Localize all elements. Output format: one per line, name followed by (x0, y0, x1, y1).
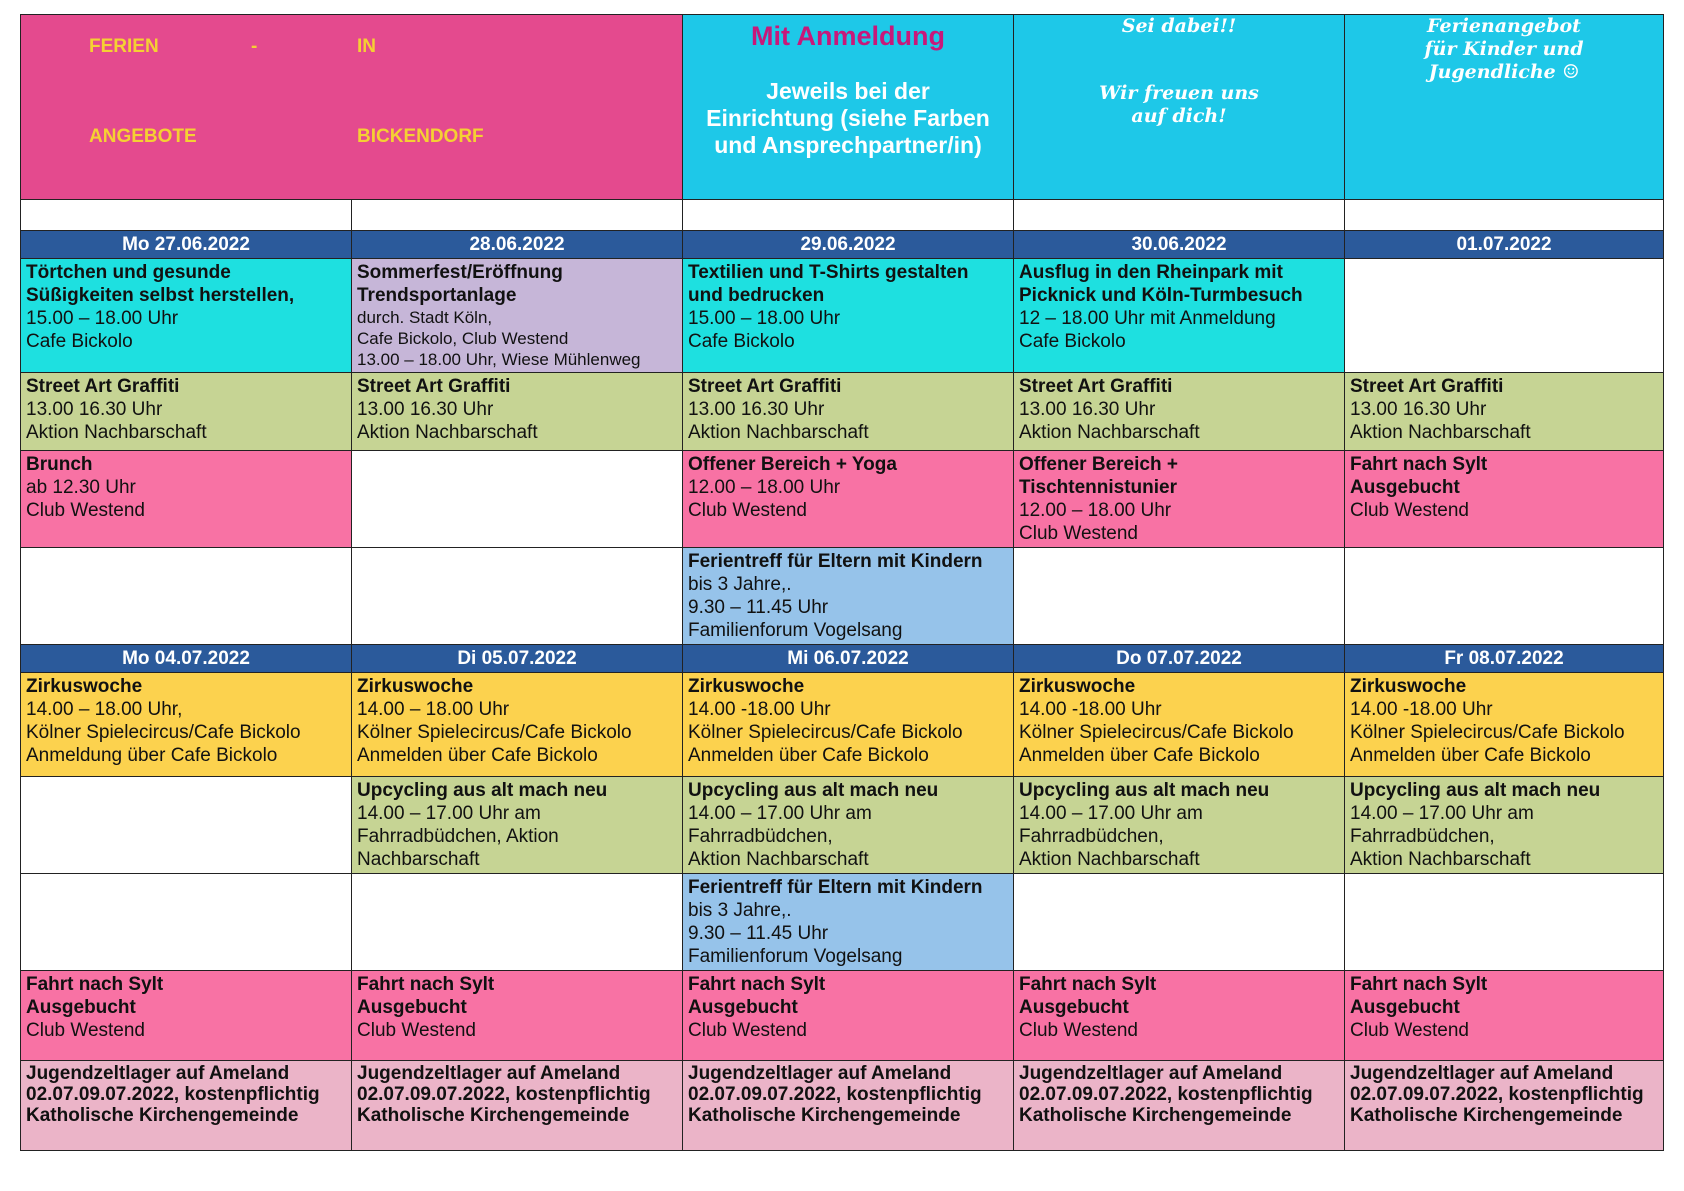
event-title: Upcycling aus alt mach neu (1350, 780, 1601, 801)
event-detail: 9.30 – 11.45 Uhr (688, 923, 829, 944)
event-cell (352, 259, 683, 373)
event-title: Jugendzeltlager auf Ameland (688, 1063, 952, 1084)
event-cell (352, 673, 683, 777)
event-title: und bedrucken (688, 285, 825, 306)
event-title: Street Art Graffiti (1350, 376, 1504, 397)
event-title: Ausgebucht (1350, 997, 1460, 1018)
event-detail: Kölner Spielecircus/Cafe Bickolo (1350, 722, 1625, 743)
event-title: Törtchen und gesunde (26, 262, 231, 283)
empty-cell (352, 548, 683, 645)
event-detail: Cafe Bickolo (1019, 331, 1126, 352)
mit-anmeldung-label: Mit Anmeldung (751, 21, 945, 51)
day-header: 29.06.2022 (683, 231, 1014, 259)
event-detail: Anmelden über Cafe Bickolo (1019, 745, 1260, 766)
event-cell (21, 971, 352, 1061)
event-row (21, 874, 1664, 971)
event-detail: 14.00 – 18.00 Uhr, (26, 699, 183, 720)
event-detail: ab 12.30 Uhr (26, 477, 136, 498)
event-title: Fahrt nach Sylt (1019, 974, 1157, 995)
day-header: Mo 27.06.2022 (21, 231, 352, 259)
event-cell (1014, 373, 1345, 451)
day-header: 30.06.2022 (1014, 231, 1345, 259)
event-cell (1345, 971, 1664, 1061)
event-title: Fahrt nach Sylt (688, 974, 826, 995)
event-detail: 15.00 – 18.00 Uhr (688, 308, 841, 329)
event-cell (683, 451, 1014, 548)
event-cell (352, 1061, 683, 1151)
event-detail: Club Westend (688, 500, 807, 521)
event-detail: 12 – 18.00 Uhr mit Anmeldung (1019, 308, 1276, 329)
event-title: Fahrt nach Sylt (357, 974, 495, 995)
event-cell (1345, 673, 1664, 777)
event-detail: Kölner Spielecircus/Cafe Bickolo (357, 722, 632, 743)
event-title: Ausgebucht (688, 997, 798, 1018)
event-detail: 13.00 16.30 Uhr (357, 399, 494, 420)
event-title: Street Art Graffiti (357, 376, 511, 397)
event-title: Offener Bereich + (1019, 454, 1178, 475)
empty-cell (352, 874, 683, 971)
event-detail: Club Westend (1350, 1020, 1469, 1041)
event-title: Textilien und T-Shirts gestalten (688, 262, 969, 283)
event-cell (21, 373, 352, 451)
event-detail: Club Westend (26, 1020, 145, 1041)
event-title: Ferientreff für Eltern mit Kindern (688, 877, 983, 898)
event-title: 02.07.09.07.2022, kostenpflichtig (357, 1084, 651, 1105)
event-detail: Anmelden über Cafe Bickolo (1350, 745, 1591, 766)
event-title: Katholische Kirchengemeinde (1019, 1105, 1292, 1126)
event-cell (683, 373, 1014, 451)
event-detail: Familienforum Vogelsang (688, 946, 903, 967)
empty-cell (1345, 200, 1664, 231)
event-detail: Fahrradbüdchen, (688, 826, 833, 847)
event-detail: durch. Stadt Köln, (357, 308, 493, 327)
registration-note (683, 15, 1014, 200)
empty-cell (1345, 874, 1664, 971)
event-detail: 13.00 16.30 Uhr (1019, 399, 1156, 420)
event-detail: Club Westend (1350, 500, 1469, 521)
event-title: Ausgebucht (26, 997, 136, 1018)
event-row (21, 971, 1664, 1061)
event-title: Jugendzeltlager auf Ameland (26, 1063, 290, 1084)
event-cell (1014, 777, 1345, 874)
title-word: IN (357, 36, 376, 57)
event-cell (21, 451, 352, 548)
title-word: ANGEBOTE (89, 126, 197, 147)
event-row (21, 777, 1664, 874)
event-detail: Cafe Bickolo, Club Westend (357, 329, 569, 348)
title-word: FERIEN (89, 36, 159, 57)
event-title: Zirkuswoche (357, 676, 474, 697)
event-cell (1345, 373, 1664, 451)
empty-cell (21, 200, 352, 231)
event-title: Zirkuswoche (688, 676, 805, 697)
event-detail: Club Westend (357, 1020, 476, 1041)
event-detail: Aktion Nachbarschaft (688, 422, 869, 443)
sei-dabei-note: Sei dabei!! Wir freuen uns auf dich! (1014, 15, 1345, 200)
event-title: Jugendzeltlager auf Ameland (1019, 1063, 1283, 1084)
schedule-table (20, 14, 1664, 1151)
event-title: Jugendzeltlager auf Ameland (1350, 1063, 1614, 1084)
event-cell (1345, 777, 1664, 874)
event-detail: Anmelden über Cafe Bickolo (688, 745, 929, 766)
event-cell (21, 673, 352, 777)
day-header: Do 07.07.2022 (1014, 645, 1345, 673)
event-title: Ausgebucht (1350, 477, 1460, 498)
spacer-row (21, 200, 1664, 231)
event-title: Katholische Kirchengemeinde (688, 1105, 961, 1126)
event-cell (21, 1061, 352, 1151)
event-title: Ferientreff für Eltern mit Kindern (688, 551, 983, 572)
event-detail: 14.00 – 17.00 Uhr am (688, 803, 872, 824)
empty-cell (1014, 548, 1345, 645)
event-detail: Club Westend (688, 1020, 807, 1041)
event-cell (683, 971, 1014, 1061)
event-detail: 15.00 – 18.00 Uhr (26, 308, 179, 329)
event-title: Katholische Kirchengemeinde (357, 1105, 630, 1126)
empty-cell (1014, 874, 1345, 971)
event-title: Upcycling aus alt mach neu (357, 780, 608, 801)
event-detail: Anmeldung über Cafe Bickolo (26, 745, 278, 766)
event-cell (683, 259, 1014, 373)
event-detail: Fahrradbüdchen, (1019, 826, 1164, 847)
event-title: Fahrt nach Sylt (26, 974, 164, 995)
event-detail: Aktion Nachbarschaft (26, 422, 207, 443)
event-title: Katholische Kirchengemeinde (26, 1105, 299, 1126)
event-title: Brunch (26, 454, 93, 475)
event-title: Zirkuswoche (1350, 676, 1467, 697)
event-title: Ausgebucht (357, 997, 467, 1018)
event-detail: Aktion Nachbarschaft (1350, 849, 1531, 870)
event-title: Street Art Graffiti (1019, 376, 1173, 397)
title-word: BICKENDORF (357, 126, 484, 147)
event-detail: 14.00 – 17.00 Uhr am (1019, 803, 1203, 824)
day-header-row (21, 231, 1664, 259)
event-detail: 9.30 – 11.45 Uhr (688, 597, 829, 618)
event-title: Offener Bereich + Yoga (688, 454, 897, 475)
event-detail: Cafe Bickolo (26, 331, 133, 352)
event-title: Jugendzeltlager auf Ameland (357, 1063, 621, 1084)
day-header: Fr 08.07.2022 (1345, 645, 1664, 673)
event-cell (683, 874, 1014, 971)
ferienangebot-note: Ferienangebot für Kinder und Jugendliche ☺ (1345, 15, 1664, 200)
header-row (21, 15, 1664, 200)
event-detail: bis 3 Jahre,. (688, 574, 792, 595)
event-title: Ausflug in den Rheinpark mit (1019, 262, 1283, 283)
event-cell (1014, 971, 1345, 1061)
event-detail: 14.00 -18.00 Uhr (1350, 699, 1493, 720)
event-row (21, 373, 1664, 451)
empty-cell (1345, 548, 1664, 645)
event-detail: Club Westend (26, 500, 145, 521)
event-detail: Aktion Nachbarschaft (1350, 422, 1531, 443)
event-cell (352, 373, 683, 451)
event-detail: Aktion Nachbarschaft (1019, 849, 1200, 870)
empty-cell (1345, 259, 1664, 373)
event-detail: Familienforum Vogelsang (688, 620, 903, 641)
event-detail: 13.00 16.30 Uhr (1350, 399, 1487, 420)
jeweils-note: Jeweils bei der Einrichtung (siehe Farben und Ansprechpartner/in) (706, 78, 990, 158)
event-cell (1014, 259, 1345, 373)
event-title: Sommerfest/Eröffnung (357, 262, 563, 283)
event-cell (1345, 451, 1664, 548)
event-detail: 14.00 – 18.00 Uhr (357, 699, 510, 720)
event-detail: 14.00 – 17.00 Uhr am (1350, 803, 1534, 824)
event-detail: Kölner Spielecircus/Cafe Bickolo (688, 722, 963, 743)
event-detail: Kölner Spielecircus/Cafe Bickolo (1019, 722, 1294, 743)
event-detail: Nachbarschaft (357, 849, 480, 870)
event-cell (683, 548, 1014, 645)
event-detail: Fahrradbüdchen, Aktion (357, 826, 559, 847)
event-title: Ausgebucht (1019, 997, 1129, 1018)
event-cell (1014, 673, 1345, 777)
event-title: Süßigkeiten selbst herstellen, (26, 285, 295, 306)
event-title: Fahrt nach Sylt (1350, 454, 1488, 475)
empty-cell (21, 874, 352, 971)
event-detail: Aktion Nachbarschaft (688, 849, 869, 870)
event-title: Street Art Graffiti (688, 376, 842, 397)
event-cell (1345, 1061, 1664, 1151)
event-detail: Aktion Nachbarschaft (1019, 422, 1200, 443)
event-cell (683, 673, 1014, 777)
event-title: Fahrt nach Sylt (1350, 974, 1488, 995)
event-cell (352, 971, 683, 1061)
event-title: Upcycling aus alt mach neu (688, 780, 939, 801)
day-header: 01.07.2022 (1345, 231, 1664, 259)
event-detail: Cafe Bickolo (688, 331, 795, 352)
page-title (21, 15, 683, 200)
event-title: 02.07.09.07.2022, kostenpflichtig (1350, 1084, 1644, 1105)
event-detail: Aktion Nachbarschaft (357, 422, 538, 443)
event-detail: 14.00 – 17.00 Uhr am (357, 803, 541, 824)
event-cell (1014, 451, 1345, 548)
event-detail: Club Westend (1019, 523, 1138, 544)
day-header-row (21, 645, 1664, 673)
event-title: 02.07.09.07.2022, kostenpflichtig (688, 1084, 982, 1105)
empty-cell (352, 200, 683, 231)
event-title: Tischtennistunier (1019, 477, 1178, 498)
event-detail: 13.00 16.30 Uhr (26, 399, 163, 420)
day-header: 28.06.2022 (352, 231, 683, 259)
event-detail: Kölner Spielecircus/Cafe Bickolo (26, 722, 301, 743)
empty-cell (1014, 200, 1345, 231)
empty-cell (352, 451, 683, 548)
event-row (21, 548, 1664, 645)
event-row (21, 673, 1664, 777)
event-detail: 13.00 – 18.00 Uhr, Wiese Mühlenweg (357, 350, 641, 369)
empty-cell (21, 548, 352, 645)
event-detail: Club Westend (1019, 1020, 1138, 1041)
event-cell (683, 777, 1014, 874)
event-detail: 14.00 -18.00 Uhr (1019, 699, 1162, 720)
title-word: - (251, 36, 258, 57)
event-title: Katholische Kirchengemeinde (1350, 1105, 1623, 1126)
empty-cell (683, 200, 1014, 231)
event-row (21, 1061, 1664, 1151)
event-title: 02.07.09.07.2022, kostenpflichtig (26, 1084, 320, 1105)
event-detail: bis 3 Jahre,. (688, 900, 792, 921)
day-header: Mi 06.07.2022 (683, 645, 1014, 673)
event-detail: Anmelden über Cafe Bickolo (357, 745, 598, 766)
event-cell (21, 259, 352, 373)
event-detail: 14.00 -18.00 Uhr (688, 699, 831, 720)
event-row (21, 259, 1664, 373)
event-cell (1014, 1061, 1345, 1151)
event-cell (352, 777, 683, 874)
empty-cell (21, 777, 352, 874)
event-cell (683, 1061, 1014, 1151)
event-title: Zirkuswoche (1019, 676, 1136, 697)
event-title: Upcycling aus alt mach neu (1019, 780, 1270, 801)
event-title: Street Art Graffiti (26, 376, 180, 397)
event-title: 02.07.09.07.2022, kostenpflichtig (1019, 1084, 1313, 1105)
event-detail: 12.00 – 18.00 Uhr (1019, 500, 1172, 521)
event-detail: 12.00 – 18.00 Uhr (688, 477, 841, 498)
event-detail: 13.00 16.30 Uhr (688, 399, 825, 420)
event-title: Picknick und Köln-Turmbesuch (1019, 285, 1303, 306)
day-header: Mo 04.07.2022 (21, 645, 352, 673)
event-row (21, 451, 1664, 548)
day-header: Di 05.07.2022 (352, 645, 683, 673)
event-title: Trendsportanlage (357, 285, 517, 306)
event-title: Zirkuswoche (26, 676, 143, 697)
event-detail: Fahrradbüdchen, (1350, 826, 1495, 847)
